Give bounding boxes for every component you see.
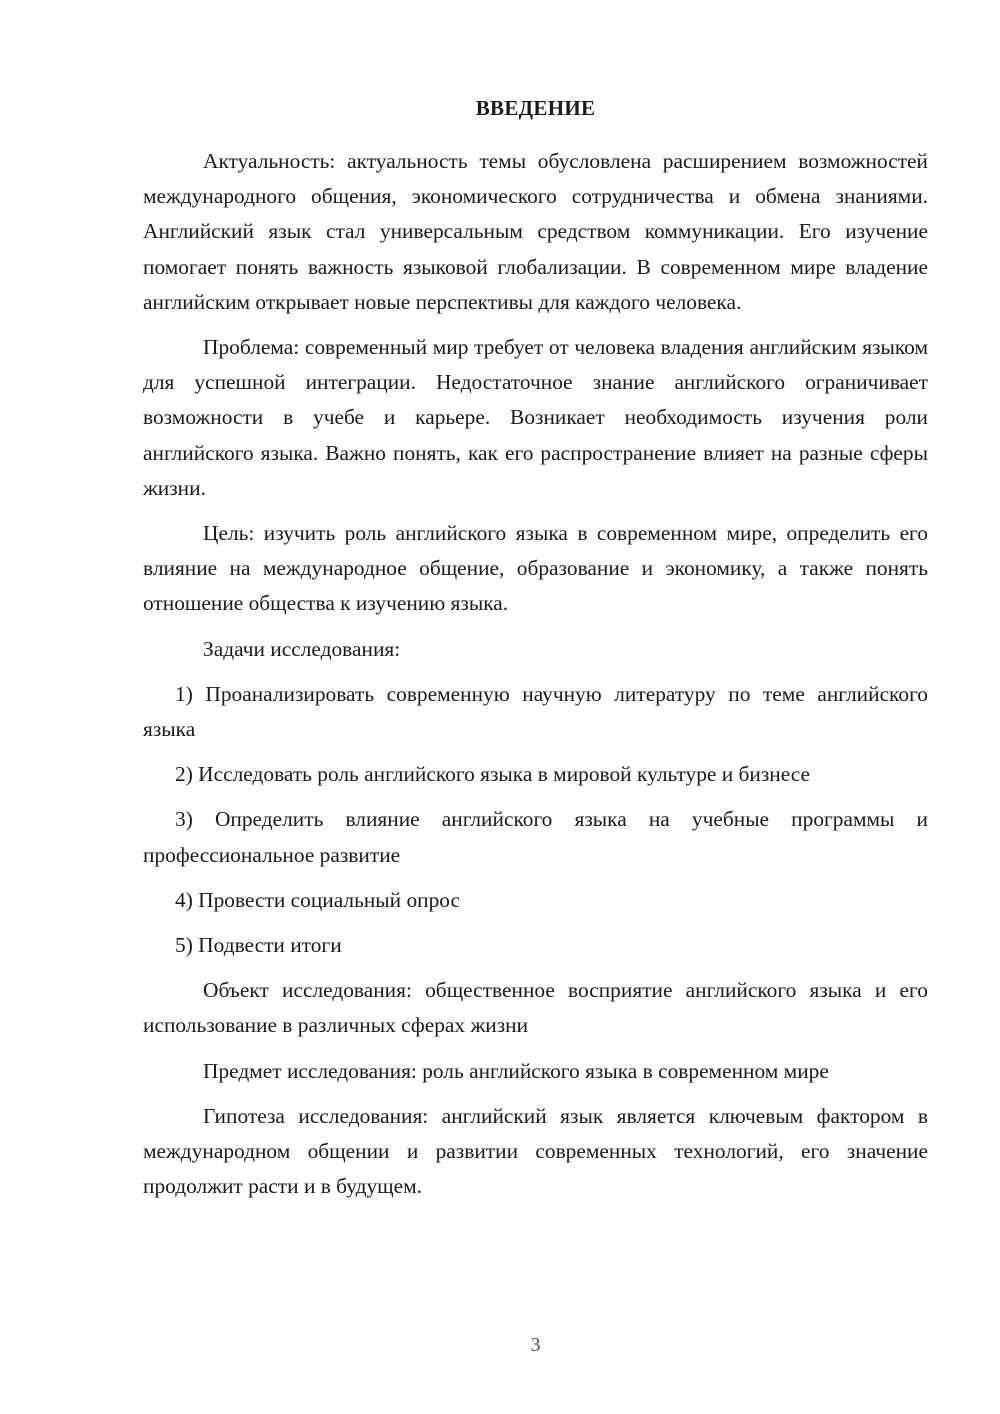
paragraph-relevance: Актуальность: актуальность темы обусловлена расширением возможностей международного общения, экономического сотрудничества и обмена знаниями. Английский язык стал универсальным средством коммуникации. Его изучение помогает понять важность языковой глобализации. В современном мире владение английским открывает новые перспективы для каждого человека. [143,149,928,314]
paragraph-problem: Проблема: современный мир требует от человека владения английским языком для успешной интеграции. Недостаточное знание английского ограничивает возможности в учебе и карьере. Возникает необходимость изучения роли английского языка. Важно понять, как его распространение влияет на разные сферы жизни. [143,335,928,500]
paragraph-goal: Цель: изучить роль английского языка в современном мире, определить его влияние на международное общение, образование и экономику, а также понять отношение общества к изучению языка. [143,521,928,616]
list-item-task-1: 1) Проанализировать современную научную литературу по теме английского языка [143,681,928,742]
list-item-task-2: 2) Исследовать роль английского языка в мировой культуре и бизнесе [175,762,811,787]
document-body [143,144,928,1214]
paragraph-tasks-heading: Задачи исследования: [203,636,401,661]
page-number: 3 [530,1334,541,1356]
list-item-task-5: 5) Подвести итоги [175,933,342,958]
list-item-task-4: 4) Провести социальный опрос [175,887,461,912]
paragraph-subject: Предмет исследования: роль английского языка в современном мире [203,1058,829,1083]
page-title: ВВЕДЕНИЕ [475,96,596,120]
paragraph-hypothesis: Гипотеза исследования: английский язык является ключевым фактором в международном общении и развитии современных технологий, его значение продолжит расти и в будущем. [143,1103,928,1199]
paragraph-object: Объект исследования: общественное восприятие английского языка и его использование в различных сферах жизни [143,978,928,1038]
list-item-task-3: 3) Определить влияние английского языка на учебные программы и профессиональное развитие [143,807,928,867]
